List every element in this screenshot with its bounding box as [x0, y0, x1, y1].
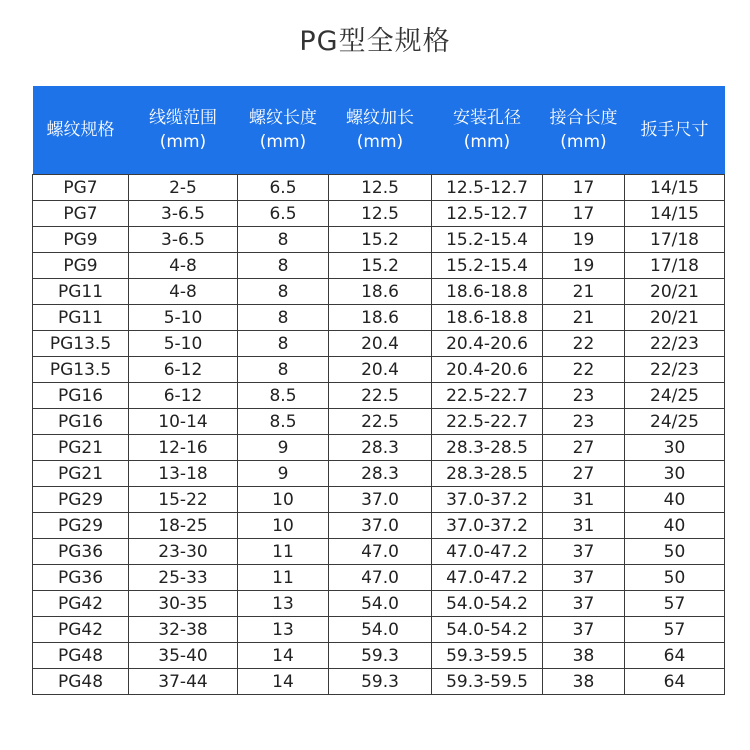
- table-cell: 22.5-22.7: [432, 383, 543, 409]
- table-cell: 6.5: [238, 201, 329, 227]
- table-cell: 30-35: [129, 591, 238, 617]
- table-cell: 6-12: [129, 357, 238, 383]
- table-cell: 30: [625, 435, 725, 461]
- table-cell: 12.5: [329, 201, 432, 227]
- table-cell: 57: [625, 617, 725, 643]
- table-cell: 22.5-22.7: [432, 409, 543, 435]
- table-cell: 59.3-59.5: [432, 643, 543, 669]
- table-cell: 12.5-12.7: [432, 175, 543, 201]
- column-header-label: 螺纹规格: [46, 120, 115, 140]
- table-cell: 22/23: [625, 331, 725, 357]
- table-row: [33, 175, 725, 201]
- table-cell: 18.6-18.8: [432, 279, 543, 305]
- table-cell: 35-40: [129, 643, 238, 669]
- table-cell: PG48: [33, 669, 129, 695]
- table-cell: 54.0-54.2: [432, 617, 543, 643]
- table-cell: 20.4: [329, 331, 432, 357]
- column-header-unit: (mm): [356, 132, 404, 152]
- table-cell: PG11: [33, 305, 129, 331]
- table-cell: 5-10: [129, 331, 238, 357]
- table-cell: 54.0: [329, 617, 432, 643]
- table-row: [33, 591, 725, 617]
- table-row: [33, 539, 725, 565]
- table-cell: 27: [543, 435, 625, 461]
- table-cell: 32-38: [129, 617, 238, 643]
- table-row: [33, 669, 725, 695]
- table-cell: PG7: [33, 175, 129, 201]
- table-cell: 22/23: [625, 357, 725, 383]
- table-cell: 12.5: [329, 175, 432, 201]
- column-header: [238, 86, 329, 175]
- table-row: [33, 617, 725, 643]
- table-row: [33, 253, 725, 279]
- table-cell: 11: [238, 565, 329, 591]
- table-cell: 8: [238, 331, 329, 357]
- table-cell: 8: [238, 279, 329, 305]
- column-header-label: 扳手尺寸: [640, 120, 709, 140]
- table-cell: 23: [543, 383, 625, 409]
- table-cell: PG36: [33, 539, 129, 565]
- table-cell: 37.0-37.2: [432, 513, 543, 539]
- table-row: [33, 201, 725, 227]
- table-cell: 20.4: [329, 357, 432, 383]
- column-header-label: 接合长度: [549, 108, 618, 128]
- table-cell: 18.6-18.8: [432, 305, 543, 331]
- column-header: [543, 86, 625, 175]
- table-cell: 6.5: [238, 175, 329, 201]
- table-cell: 37.0: [329, 513, 432, 539]
- column-header-label: 螺纹加长: [346, 108, 414, 128]
- table-cell: 37: [543, 565, 625, 591]
- table-row: [33, 409, 725, 435]
- table-cell: 21: [543, 305, 625, 331]
- table-cell: 37.0-37.2: [432, 487, 543, 513]
- table-cell: 40: [625, 513, 725, 539]
- table-cell: 10: [238, 513, 329, 539]
- table-row: [33, 383, 725, 409]
- table-cell: 50: [625, 539, 725, 565]
- table-cell: 17/18: [625, 227, 725, 253]
- table-cell: 54.0: [329, 591, 432, 617]
- table-cell: 27: [543, 461, 625, 487]
- table-cell: 8: [238, 227, 329, 253]
- table-cell: 31: [543, 513, 625, 539]
- table-cell: 3-6.5: [129, 227, 238, 253]
- table-cell: 13: [238, 591, 329, 617]
- table-cell: 38: [543, 643, 625, 669]
- column-header: [129, 86, 238, 175]
- table-cell: 13: [238, 617, 329, 643]
- table-row: [33, 357, 725, 383]
- table-cell: PG13.5: [33, 357, 129, 383]
- table-body: [33, 175, 725, 695]
- table-cell: 20.4-20.6: [432, 357, 543, 383]
- table-cell: 23-30: [129, 539, 238, 565]
- table-cell: 15.2: [329, 253, 432, 279]
- table-cell: 47.0: [329, 565, 432, 591]
- page-title: PG型全规格: [299, 26, 451, 57]
- table-cell: 15.2-15.4: [432, 253, 543, 279]
- table-cell: 18.6: [329, 305, 432, 331]
- table-cell: 59.3-59.5: [432, 669, 543, 695]
- table-cell: PG16: [33, 409, 129, 435]
- table-cell: 23: [543, 409, 625, 435]
- table-cell: 15.2-15.4: [432, 227, 543, 253]
- table-cell: PG21: [33, 461, 129, 487]
- table-row: [33, 513, 725, 539]
- table-cell: 8.5: [238, 383, 329, 409]
- table-cell: 37-44: [129, 669, 238, 695]
- table-cell: 22: [543, 357, 625, 383]
- table-cell: 12.5-12.7: [432, 201, 543, 227]
- table-row: [33, 331, 725, 357]
- table-cell: 24/25: [625, 383, 725, 409]
- table-cell: 30: [625, 461, 725, 487]
- header-row: [33, 86, 725, 175]
- column-header: [33, 86, 129, 175]
- table-cell: 54.0-54.2: [432, 591, 543, 617]
- column-header-unit: (mm): [259, 132, 307, 152]
- table-cell: 2-5: [129, 175, 238, 201]
- table-cell: 47.0-47.2: [432, 565, 543, 591]
- table-cell: PG29: [33, 513, 129, 539]
- table-cell: 31: [543, 487, 625, 513]
- table-cell: 13-18: [129, 461, 238, 487]
- table-cell: PG48: [33, 643, 129, 669]
- table-cell: 22: [543, 331, 625, 357]
- spec-table: [32, 86, 725, 695]
- table-cell: 4-8: [129, 279, 238, 305]
- column-header-label: 螺纹长度: [249, 108, 317, 128]
- table-cell: 17: [543, 175, 625, 201]
- table-cell: PG9: [33, 253, 129, 279]
- table-cell: 20.4-20.6: [432, 331, 543, 357]
- table-cell: 8: [238, 357, 329, 383]
- table-cell: 18-25: [129, 513, 238, 539]
- table-cell: PG11: [33, 279, 129, 305]
- table-cell: 21: [543, 279, 625, 305]
- table-cell: 15.2: [329, 227, 432, 253]
- table-cell: 14: [238, 669, 329, 695]
- table-row: [33, 565, 725, 591]
- table-cell: 14/15: [625, 175, 725, 201]
- table-cell: 14: [238, 643, 329, 669]
- table-cell: 64: [625, 643, 725, 669]
- table-cell: PG42: [33, 591, 129, 617]
- table-cell: 15-22: [129, 487, 238, 513]
- table-header: [33, 86, 725, 175]
- table-cell: 28.3: [329, 435, 432, 461]
- table-cell: 3-6.5: [129, 201, 238, 227]
- table-row: [33, 487, 725, 513]
- table-cell: 19: [543, 253, 625, 279]
- table-cell: 8: [238, 253, 329, 279]
- table-cell: 50: [625, 565, 725, 591]
- table-cell: 37: [543, 617, 625, 643]
- table-cell: 17/18: [625, 253, 725, 279]
- table-cell: PG7: [33, 201, 129, 227]
- table-cell: 10-14: [129, 409, 238, 435]
- table-cell: 14/15: [625, 201, 725, 227]
- column-header-unit: (mm): [463, 132, 511, 152]
- table-cell: 40: [625, 487, 725, 513]
- table-cell: 24/25: [625, 409, 725, 435]
- table-cell: 9: [238, 435, 329, 461]
- column-header-unit: (mm): [560, 132, 607, 152]
- table-cell: 8: [238, 305, 329, 331]
- table-cell: PG36: [33, 565, 129, 591]
- table-row: [33, 461, 725, 487]
- table-row: [33, 279, 725, 305]
- table-cell: 28.3-28.5: [432, 461, 543, 487]
- table-cell: 5-10: [129, 305, 238, 331]
- table-cell: 4-8: [129, 253, 238, 279]
- table-cell: 59.3: [329, 669, 432, 695]
- table-cell: 37: [543, 591, 625, 617]
- table-cell: 47.0-47.2: [432, 539, 543, 565]
- table-row: [33, 305, 725, 331]
- table-cell: PG21: [33, 435, 129, 461]
- table-cell: PG42: [33, 617, 129, 643]
- table-cell: 17: [543, 201, 625, 227]
- table-cell: 64: [625, 669, 725, 695]
- table-cell: 37: [543, 539, 625, 565]
- column-header: [329, 86, 432, 175]
- table-row: [33, 227, 725, 253]
- table-cell: 8.5: [238, 409, 329, 435]
- column-header-label: 线缆范围: [149, 108, 217, 128]
- table-cell: 28.3-28.5: [432, 435, 543, 461]
- column-header-label: 安装孔径: [453, 108, 521, 128]
- table-row: [33, 435, 725, 461]
- column-header-unit: (mm): [159, 132, 207, 152]
- table-cell: 28.3: [329, 461, 432, 487]
- table-cell: 6-12: [129, 383, 238, 409]
- table-cell: 12-16: [129, 435, 238, 461]
- table-row: [33, 643, 725, 669]
- table-cell: 38: [543, 669, 625, 695]
- table-cell: PG13.5: [33, 331, 129, 357]
- table-cell: PG16: [33, 383, 129, 409]
- table-cell: 25-33: [129, 565, 238, 591]
- table-cell: PG9: [33, 227, 129, 253]
- table-cell: 11: [238, 539, 329, 565]
- table-cell: 22.5: [329, 409, 432, 435]
- table-cell: 22.5: [329, 383, 432, 409]
- table-cell: 19: [543, 227, 625, 253]
- column-header: [432, 86, 543, 175]
- table-cell: 18.6: [329, 279, 432, 305]
- table-cell: 57: [625, 591, 725, 617]
- table-cell: 10: [238, 487, 329, 513]
- table-cell: PG29: [33, 487, 129, 513]
- table-cell: 20/21: [625, 305, 725, 331]
- table-cell: 37.0: [329, 487, 432, 513]
- table-cell: 20/21: [625, 279, 725, 305]
- table-cell: 59.3: [329, 643, 432, 669]
- column-header: [625, 86, 725, 175]
- table-cell: 47.0: [329, 539, 432, 565]
- table-cell: 9: [238, 461, 329, 487]
